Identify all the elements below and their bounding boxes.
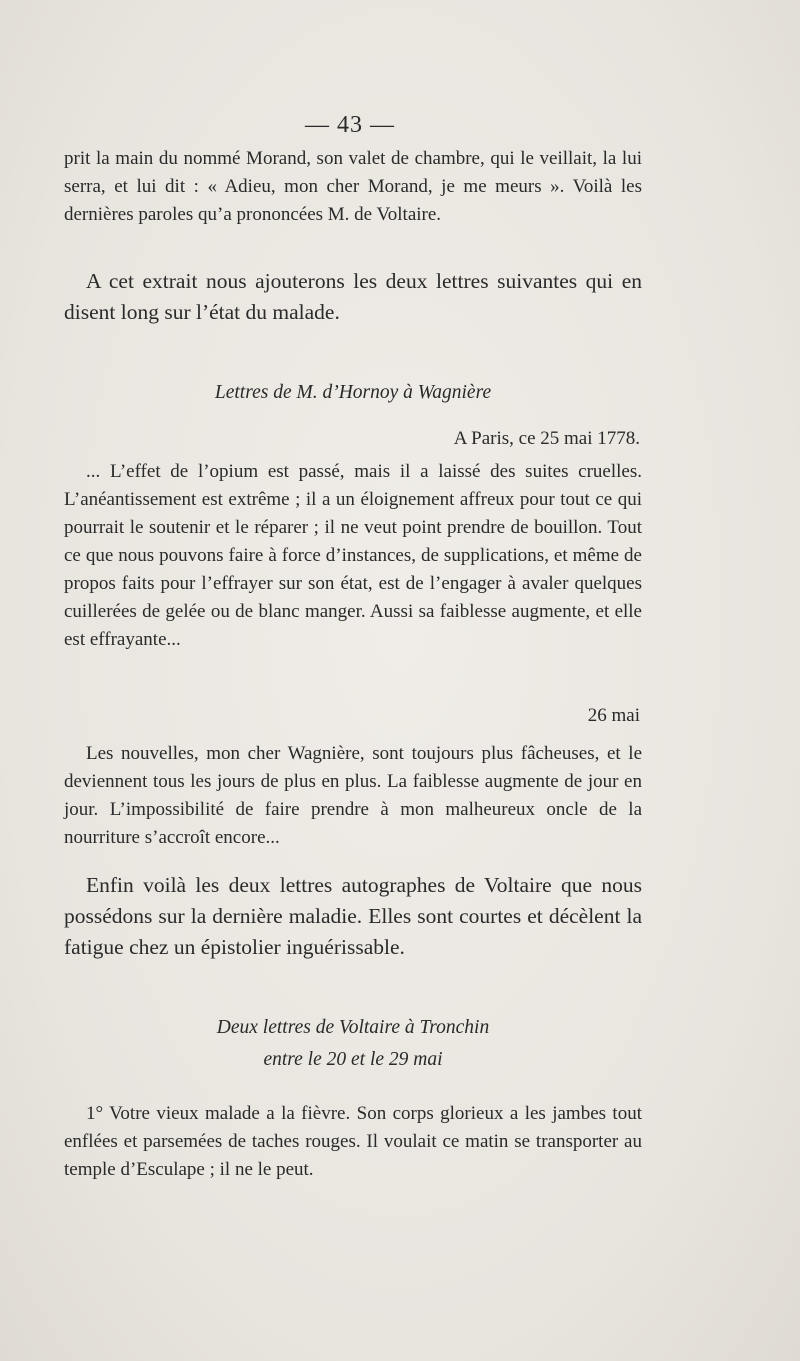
letter-date: 26 mai [587, 705, 640, 726]
section-title-letters-hornoy: Lettres de M. d’Hornoy à Wagnière [214, 382, 492, 403]
paragraph-commentary [64, 870, 642, 963]
letter-body [64, 458, 642, 654]
paragraph-opening [64, 145, 642, 229]
paragraph-text: A cet extrait nous ajouterons les deux lettres suivantes qui en disent long sur l’état du malade. [64, 269, 642, 324]
letter-body [64, 740, 642, 852]
paragraph-introduction [64, 266, 642, 328]
letter-date: A Paris, ce 25 mai 1778. [453, 428, 640, 449]
paragraph-text: Les nouvelles, mon cher Wagnière, sont toujours plus fâcheuses, et le deviennent tous les jours de plus en plus. La faiblesse augmente de jour en jour. L’impossibilité de faire prendre à mon malheureux oncle de la nourriture s’accroît encore... [64, 743, 642, 848]
letter-body [64, 1100, 642, 1184]
paragraph-text: ... L’effet de l’opium est passé, mais il a laissé des suites cruelles. L’anéantissement est extrême ; il a un éloignement affreux pour tout ce qui pourrait le soutenir et le réparer ; il ne veut point prendre de bouillon. Tout ce que nous pouvons faire à force d’instances, de supplications, et même de propos faits pour l’effrayer sur son état, est de l’engager à avaler quelques cuillerées de gelée ou de blanc manger. Aussi sa faiblesse augmente, et elle est effrayante... [64, 461, 642, 650]
title-line: entre le 20 et le 29 mai [263, 1049, 443, 1070]
paragraph-text: Enfin voilà les deux lettres autographes de Voltaire que nous possédons sur la dernière maladie. Elles sont courtes et décèlent la fatigue chez un épistolier inguérissable. [64, 873, 642, 959]
page-number: — 43 — [305, 112, 395, 138]
paragraph-text: 1° Votre vieux malade a la fièvre. Son corps glorieux a les jambes tout enflées et parsemées de taches rouges. Il voulait ce matin se transporter au temple d’Esculape ; il ne le peut. [64, 1103, 642, 1180]
section-title-letters-voltaire [64, 1012, 642, 1076]
title-line: Deux lettres de Voltaire à Tronchin [216, 1017, 490, 1038]
paragraph-text: prit la main du nommé Morand, son valet de chambre, qui le veillait, la lui serra, et lui dit : « Adieu, mon cher Morand, je me meurs ». Voilà les dernières paroles qu’a prononcées M. de Voltaire. [64, 148, 642, 225]
